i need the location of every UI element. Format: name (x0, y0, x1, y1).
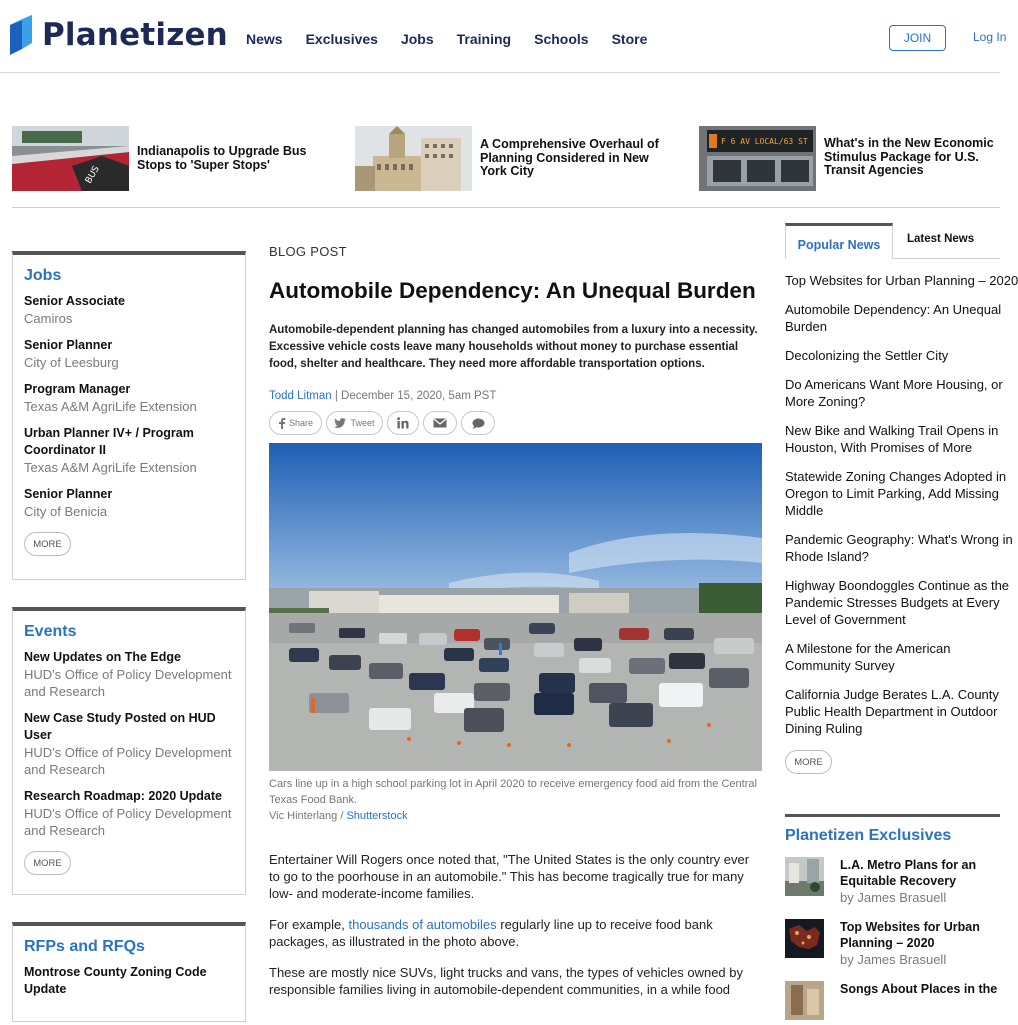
list-item[interactable] (785, 347, 1000, 364)
list-item[interactable] (785, 468, 1007, 519)
job-employer: City of Benicia (24, 504, 108, 519)
tab-latest-news[interactable]: Latest News (907, 233, 975, 245)
article-summary: Automobile-dependent planning has changed automobiles from a luxury into a necessity. Excessive vehicle costs leave many households without money to purchase essential food, shelter and healthcare. They need more affordable transportation options. (269, 324, 758, 370)
tabs-divider (893, 258, 1000, 259)
author-link[interactable]: Todd Litman (269, 390, 332, 402)
popular-line[interactable]: Community Survey (785, 658, 895, 673)
site-logo[interactable] (10, 14, 228, 56)
popular-line[interactable]: Level of Government (785, 612, 906, 627)
popular-news-list (785, 272, 1018, 749)
tab-popular-news[interactable]: Popular News (785, 223, 893, 259)
article-type-label: BLOG POST (269, 244, 347, 259)
rfps-heading[interactable]: RFPs and RFQs (24, 938, 145, 955)
article-headline: Automobile Dependency: An Unequal Burden (269, 278, 756, 303)
list-item[interactable] (785, 686, 1000, 737)
popular-line[interactable]: Do Americans Want More Housing, or (785, 377, 1003, 392)
popular-line[interactable]: Middle (785, 503, 824, 518)
popular-more-button[interactable]: MORE (785, 750, 832, 774)
list-item[interactable] (785, 301, 1000, 335)
photo-credit (269, 808, 763, 824)
job-title[interactable]: Senior Planner (24, 487, 113, 501)
list-item[interactable] (24, 337, 234, 371)
popular-line[interactable]: Statewide Zoning Changes Adopted in (785, 469, 1007, 484)
rfp-title[interactable]: Montrose County Zoning Code Update (24, 965, 207, 996)
featured-title[interactable]: Indianapolis to Upgrade Bus Stops to 'Super Stops' (137, 144, 307, 172)
event-organizer: HUD's Office of Policy Development and Research (24, 806, 232, 838)
job-employer: Texas A&M AgriLife Extension (24, 399, 197, 414)
svg-text:BUS: BUS (83, 164, 102, 186)
featured-story[interactable] (699, 126, 1000, 192)
list-item[interactable] (24, 788, 234, 839)
popular-line[interactable]: New Bike and Walking Trail Opens in (785, 423, 999, 438)
article-paragraph: These are mostly nice SUVs, light trucks and vans, the types of vehicles owned by responsible families living in automobile-dependent communities, in a while food (269, 965, 744, 997)
linkedin-share-button[interactable] (387, 411, 419, 435)
exclusive-text (840, 857, 1005, 906)
photo-caption: Cars line up in a high school parking lot in April 2020 to receive emergency food aid from the Central Texas Food Bank. (269, 778, 757, 806)
events-more-button[interactable]: MORE (24, 851, 71, 875)
exclusives-bar (785, 814, 1000, 817)
list-item[interactable] (24, 293, 234, 327)
jobs-heading[interactable]: Jobs (24, 267, 62, 284)
popular-line[interactable]: California Judge Berates L.A. County (785, 687, 999, 702)
exclusive-thumbnail[interactable] (785, 919, 824, 958)
list-item[interactable] (785, 531, 1013, 565)
list-item[interactable] (785, 577, 1010, 628)
share-label: Share (288, 418, 314, 428)
paragraph-text: For example, (269, 917, 349, 932)
join-button[interactable]: JOIN (889, 25, 946, 51)
job-employer: Camiros (24, 311, 73, 326)
event-title[interactable]: Research Roadmap: 2020 Update (24, 789, 222, 803)
tweet-label: Tweet (350, 418, 375, 428)
exclusives-heading[interactable]: Planetizen Exclusives (785, 827, 952, 844)
nav-jobs[interactable]: Jobs (400, 31, 434, 47)
list-item[interactable] (24, 381, 234, 415)
popular-line[interactable]: Highway Boondoggles Continue as the (785, 578, 1010, 593)
nav-news[interactable]: News (246, 31, 283, 47)
facebook-share-button[interactable] (269, 411, 322, 435)
nav-training[interactable]: Training (456, 31, 512, 47)
featured-thumbnail[interactable] (12, 126, 129, 191)
events-heading[interactable]: Events (24, 623, 77, 640)
featured-title[interactable]: A Comprehensive Overhaul of Planning Considered in New York City (480, 137, 659, 178)
email-share-button[interactable] (423, 411, 457, 435)
featured-story[interactable] (355, 126, 685, 192)
list-item[interactable] (24, 710, 234, 778)
list-item[interactable] (785, 422, 1000, 456)
event-organizer: HUD's Office of Policy Development and Research (24, 745, 232, 777)
article-paragraph (269, 916, 763, 950)
credit-name: Vic Hinterlang / (269, 810, 347, 822)
popular-line[interactable]: Pandemic Stresses Budgets at Every (785, 595, 1000, 610)
popular-line[interactable]: A Milestone for the American (785, 641, 951, 656)
site-header (0, 0, 1007, 73)
svg-text:F 6 AV LOCAL/63 ST: F 6 AV LOCAL/63 ST (721, 137, 808, 146)
list-item[interactable] (24, 649, 234, 700)
credit-link[interactable]: Shutterstock (346, 810, 408, 822)
login-link[interactable]: Log In (973, 30, 1007, 44)
linkedin-icon (397, 417, 409, 429)
twitter-share-button[interactable] (326, 411, 383, 435)
featured-thumbnail[interactable] (699, 126, 816, 191)
popular-line[interactable]: Pandemic Geography: What's Wrong in (785, 532, 1013, 547)
featured-title[interactable]: What's in the New Economic Stimulus Package for U.S. Transit Agencies (824, 136, 994, 177)
popular-line[interactable]: Decolonizing the Settler City (785, 348, 949, 363)
jobs-more-button[interactable]: MORE (24, 532, 71, 556)
nav-store[interactable]: Store (611, 31, 648, 47)
nav-schools[interactable]: Schools (534, 31, 589, 47)
popular-line[interactable]: Rhode Island? (785, 549, 869, 564)
list-item[interactable] (24, 964, 234, 998)
exclusive-thumbnail[interactable] (785, 981, 824, 1020)
article-paragraph: Entertainer Will Rogers once noted that, "The United States is the only country ever to go to the poorhouse in an automobile." This has become tragically true for many low- and moderate-income families. (269, 852, 750, 901)
list-item[interactable] (24, 486, 234, 520)
popular-line[interactable]: Oregon to Limit Parking, Add Missing (785, 486, 999, 501)
logo-mark-icon (10, 15, 32, 55)
job-title[interactable]: Urban Planner IV+ / Program Coordinator II (24, 426, 194, 457)
popular-line[interactable]: More Zoning? (785, 394, 866, 409)
exclusive-author: by James Brasuell (840, 890, 947, 905)
popular-line[interactable]: Dining Ruling (785, 721, 863, 736)
list-item[interactable] (785, 272, 1018, 289)
event-title[interactable]: New Updates on The Edge (24, 650, 181, 664)
logo-text: Planetizen (42, 17, 228, 53)
popular-line[interactable]: Burden (785, 319, 827, 334)
job-title[interactable]: Senior Associate (24, 294, 125, 308)
facebook-icon (278, 418, 286, 429)
job-employer: Texas A&M AgriLife Extension (24, 460, 197, 475)
article (269, 244, 763, 998)
event-title[interactable]: New Case Study Posted on HUD User (24, 711, 216, 742)
featured-thumbnail[interactable] (355, 126, 472, 191)
popular-line[interactable]: Public Health Department in Outdoor (785, 704, 998, 719)
popular-line[interactable]: Automobile Dependency: An Unequal (785, 302, 1002, 317)
list-item[interactable] (785, 376, 1003, 410)
event-organizer: HUD's Office of Policy Development and Research (24, 667, 232, 699)
popular-line[interactable]: Houston, With Promises of More (785, 440, 973, 455)
share-buttons (269, 411, 763, 435)
news-tabs (785, 223, 1000, 259)
email-icon (433, 418, 447, 428)
article-photo (269, 443, 762, 771)
list-item[interactable] (785, 640, 1000, 674)
comment-button[interactable] (461, 411, 495, 435)
comment-icon (472, 418, 485, 429)
exclusive-title[interactable]: L.A. Metro Plans for an Equitable Recovery (840, 858, 977, 888)
article-byline (269, 390, 763, 402)
job-title[interactable]: Program Manager (24, 382, 131, 396)
job-employer: City of Leesburg (24, 355, 119, 370)
exclusive-thumbnail[interactable] (785, 857, 824, 896)
exclusive-text (840, 919, 1005, 968)
job-title[interactable]: Senior Planner (24, 338, 113, 352)
events-box (12, 607, 246, 895)
nav-exclusives[interactable]: Exclusives (305, 31, 378, 47)
exclusive-text (840, 981, 1005, 997)
list-item[interactable] (24, 425, 234, 476)
jobs-box (12, 251, 246, 580)
popular-line[interactable]: Top Websites for Urban Planning – 2020 (785, 273, 1018, 288)
article-date: | December 15, 2020, 5am PST (331, 390, 497, 402)
exclusive-title[interactable]: Top Websites for Urban Planning – 2020 (840, 920, 980, 950)
strip-divider (12, 207, 1000, 208)
paragraph-text: regularly line up to receive food bank packages, as illustrated in the photo above. (269, 917, 713, 949)
featured-story[interactable] (12, 126, 342, 192)
featured-strip (12, 126, 1000, 192)
rfps-box (12, 922, 246, 1022)
exclusive-author: by James Brasuell (840, 952, 947, 967)
main-nav (246, 31, 670, 47)
inline-link[interactable]: thousands of automobiles (348, 917, 497, 932)
exclusive-title[interactable]: Songs About Places in the (840, 982, 998, 996)
twitter-icon (334, 418, 346, 428)
